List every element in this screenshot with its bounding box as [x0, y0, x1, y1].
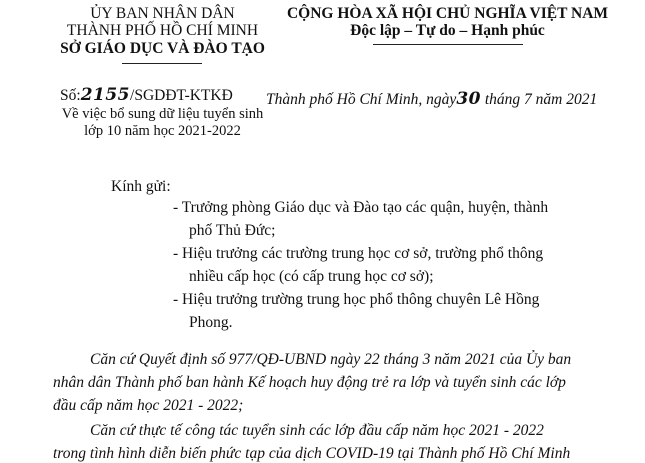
doc-number-handwritten: 2155: [80, 85, 131, 105]
issuer-line-2: THÀNH PHỐ HỒ CHÍ MINH: [66, 22, 259, 39]
doc-number-suffix: /SGDĐT-KTKĐ: [130, 87, 233, 104]
recipient-1-line-1: - Trưởng phòng Giáo dục và Đào tạo các quận, huyện, thành: [173, 199, 549, 216]
para1-line-2: nhân dân Thành phố ban hành Kế hoạch huy động trẻ ra lớp và tuyển sinh các lớp: [53, 374, 566, 391]
national-title: CỘNG HÒA XÃ HỘI CHỦ NGHĨA VIỆT NAM: [286, 5, 609, 22]
para2-line-1: Căn cứ thực tế công tác tuyển sinh các lớp đầu cấp năm học 2021 - 2022: [90, 422, 544, 439]
issuer-line-1: ỦY BAN NHÂN DÂN: [90, 5, 235, 22]
recipient-3-line-1: - Hiệu trưởng trường trung học phổ thông chuyên Lê Hồng: [173, 291, 540, 308]
recipient-2-line-1: - Hiệu trưởng các trường trung học cơ sở, trường phổ thông: [173, 245, 544, 262]
subject-line-1: Về việc bổ sung dữ liệu tuyển sinh: [61, 106, 264, 122]
doc-number-prefix: Số:: [60, 87, 81, 104]
para2-line-2: trong tình hình diễn biến phức tạp của dịch COVID-19 tại Thành phố Hồ Chí Minh: [53, 445, 571, 462]
subject-line-2: lớp 10 năm học 2021-2022: [84, 123, 241, 139]
date-handwritten-day: 30: [456, 89, 481, 109]
date-prefix: Thành phố Hồ Chí Minh, ngày: [266, 91, 457, 108]
recipients-label: Kính gửi:: [111, 178, 171, 195]
national-motto: Độc lập – Tự do – Hạnh phúc: [350, 22, 545, 39]
recipient-1-line-2: phố Thủ Đức;: [189, 222, 276, 239]
para1-line-1: Căn cứ Quyết định số 977/QĐ-UBND ngày 22 tháng 3 năm 2021 của Ủy ban: [90, 351, 572, 368]
date-line: [266, 89, 597, 109]
issuer-underline: [122, 63, 202, 64]
para1-line-3: đầu cấp năm học 2021 - 2022;: [53, 397, 244, 414]
recipient-3-line-2: Phong.: [189, 314, 233, 331]
issuer-department: SỞ GIÁO DỤC VÀ ĐÀO TẠO: [60, 40, 265, 57]
recipient-2-line-2: nhiều cấp học (có cấp trung học cơ sở);: [189, 268, 434, 285]
motto-underline: [373, 44, 523, 45]
document-number: [60, 85, 233, 105]
date-suffix: tháng 7 năm 2021: [480, 91, 598, 108]
